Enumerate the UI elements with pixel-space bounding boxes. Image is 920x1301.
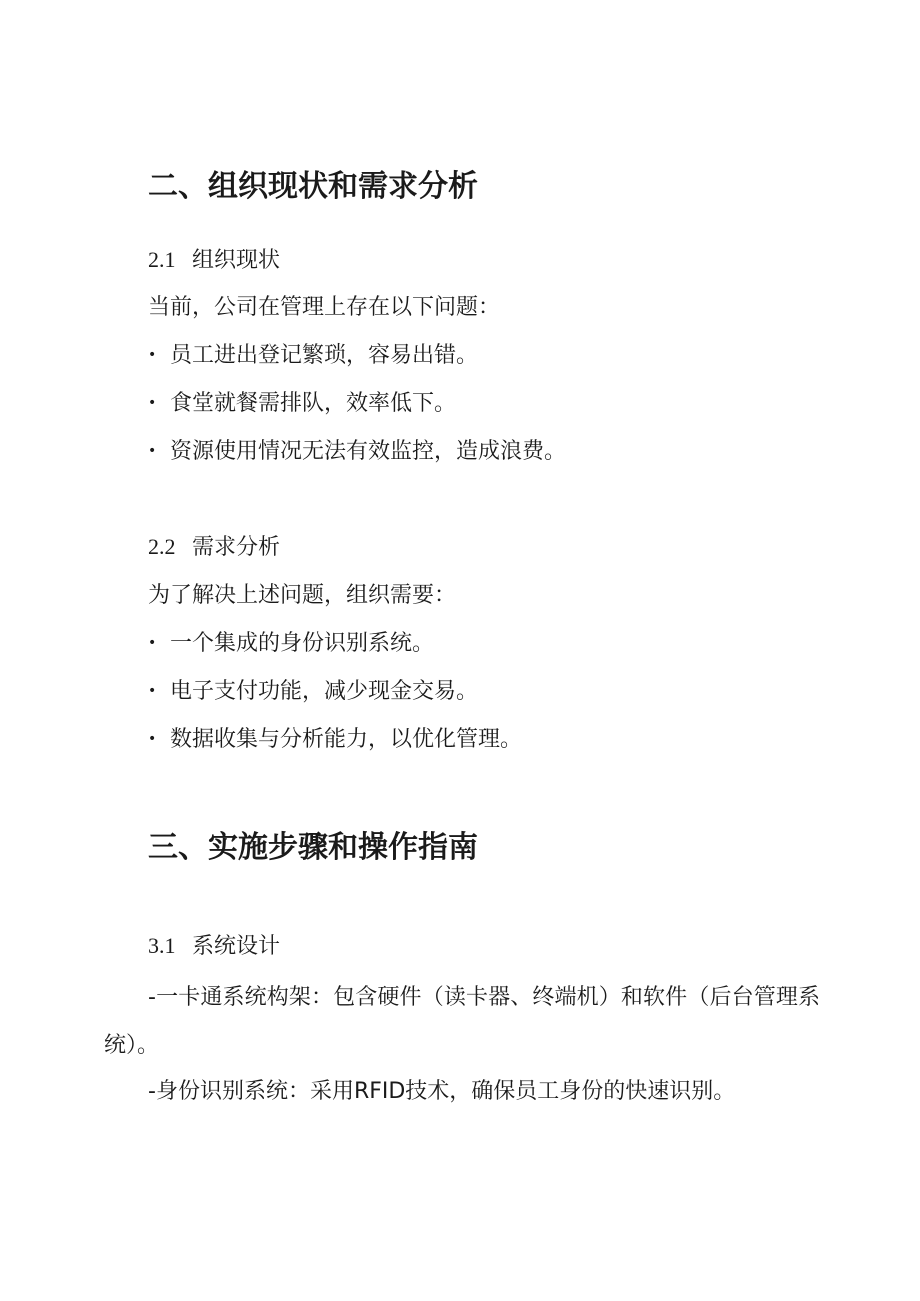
subsection-number: 2.2	[148, 534, 176, 559]
list-item	[148, 633, 434, 655]
bullet-icon: •	[148, 731, 157, 747]
list-item-text: 员工进出登记繁琐，容易出错。	[170, 343, 479, 368]
subsection-number: 3.1	[148, 933, 176, 958]
list-item-text: 资源使用情况无法有效监控，造成浪费。	[170, 439, 567, 464]
paragraph-intro: 当前，公司在管理上存在以下问题：	[148, 295, 501, 320]
paragraph-intro: 为了解决上述问题，组织需要：	[148, 583, 457, 608]
paragraph-system-architecture: -一卡通系统构架：包含硬件（读卡器、终端机）和软件（后台管理系统）。	[104, 985, 820, 1058]
section-3-heading: 三、实施步骤和操作指南	[148, 830, 478, 865]
bullet-icon: •	[148, 347, 157, 363]
bullet-icon: •	[148, 683, 157, 699]
list-item-text: 食堂就餐需排队，效率低下。	[170, 391, 457, 416]
section-2-heading: 二、组织现状和需求分析	[148, 169, 478, 204]
subsection-title: 需求分析	[192, 535, 281, 560]
paragraph-identity-system: -身份识别系统：采用RFID技术，确保员工身份的快速识别。	[148, 1079, 736, 1104]
subsection-title: 组织现状	[192, 248, 281, 273]
subsection-2-1-heading	[148, 249, 280, 272]
subsection-2-2-heading	[148, 536, 280, 559]
subsection-title: 系统设计	[192, 934, 281, 959]
subsection-3-1-heading	[148, 935, 280, 958]
list-item	[148, 393, 456, 415]
bullet-icon: •	[148, 395, 157, 411]
list-item-text: 一个集成的身份识别系统。	[170, 631, 435, 656]
list-item	[148, 345, 478, 367]
bullet-icon: •	[148, 443, 157, 459]
list-item	[148, 441, 566, 463]
subsection-number: 2.1	[148, 247, 176, 272]
list-item-text: 电子支付功能，减少现金交易。	[170, 679, 479, 704]
list-item	[148, 681, 478, 703]
bullet-icon: •	[148, 635, 157, 651]
list-item	[148, 729, 522, 751]
list-item-text: 数据收集与分析能力，以优化管理。	[170, 727, 523, 752]
